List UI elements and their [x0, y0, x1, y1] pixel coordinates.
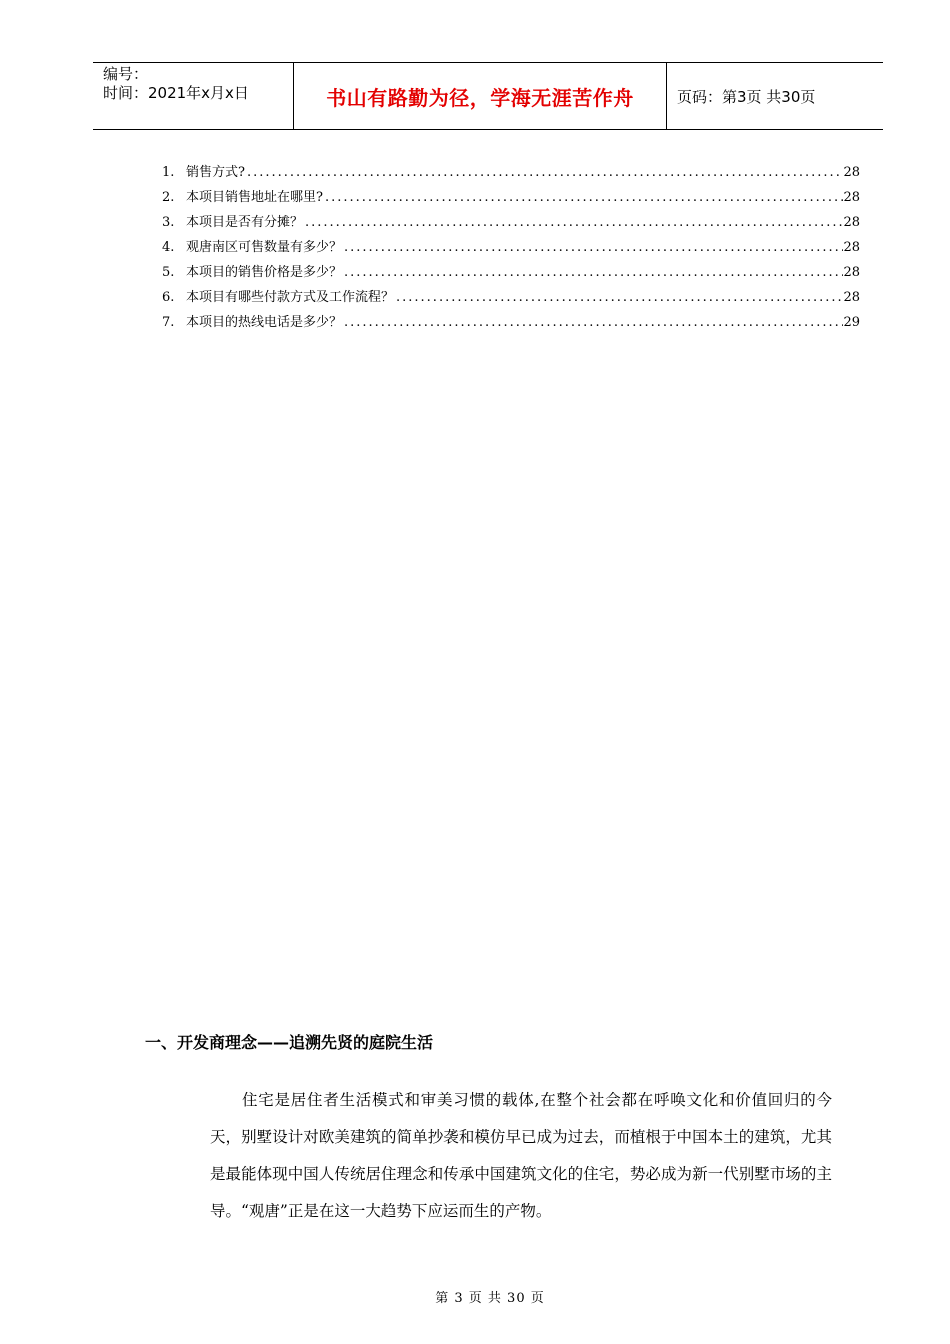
toc-leader-dots	[394, 285, 843, 310]
table-of-contents	[162, 160, 860, 335]
toc-entry-title: 观唐南区可售数量有多少？	[186, 240, 343, 255]
toc-entry-title: 本项目有哪些付款方式及工作流程？	[186, 290, 395, 305]
toc-entry-title: 本项目销售地址在哪里?	[186, 190, 323, 205]
toc-leader-dots	[342, 260, 843, 285]
toc-entry[interactable]	[162, 285, 860, 310]
document-number-label: 编号：	[103, 65, 149, 83]
toc-entry-number: 1.	[162, 165, 175, 180]
toc-entry[interactable]	[162, 160, 860, 185]
toc-entry-number: 7.	[162, 315, 175, 330]
header-meta	[93, 63, 294, 129]
body-paragraph: 住宅是居住者生活模式和审美习惯的载体,在整个社会都在呼唤文化和价值回归的今天，别墅设计对欧美建筑的简单抄袭和模仿早已成为过去，而植根于中国本土的建筑，尤其是最能体现中国人传统居住理念和传承中国建筑文化的住宅，势必成为新一代别墅市场的主导。“观唐”正是在这一大趋势下应运而生的产物。	[210, 1091, 832, 1220]
toc-entry-page: 28	[843, 265, 860, 280]
toc-entry[interactable]	[162, 210, 860, 235]
header-page-info: 页码：第3页 共30页	[677, 87, 816, 106]
toc-entry-page: 28	[843, 190, 860, 205]
document-time-label: 时间：2021年x月x日	[103, 84, 249, 102]
toc-entry-page: 28	[843, 215, 860, 230]
toc-entry-title: 销售方式?	[186, 165, 245, 180]
page-footer: 第 3 页 共 30 页	[435, 1291, 545, 1306]
header-motto-cell	[294, 63, 667, 129]
page-header	[93, 62, 883, 130]
toc-leader-dots	[342, 235, 843, 260]
toc-entry-page: 28	[843, 165, 860, 180]
toc-entry-page: 28	[843, 290, 860, 305]
toc-leader-dots	[245, 160, 843, 185]
toc-leader-dots	[342, 310, 843, 335]
toc-entry[interactable]	[162, 235, 860, 260]
toc-entry[interactable]	[162, 185, 860, 210]
toc-entry-number: 3.	[162, 215, 175, 230]
toc-entry-title: 本项目的销售价格是多少？	[186, 265, 343, 280]
toc-entry-title: 本项目是否有分摊？	[186, 215, 304, 230]
toc-entry-title: 本项目的热线电话是多少？	[186, 315, 343, 330]
toc-leader-dots	[303, 210, 843, 235]
toc-entry-number: 6.	[162, 290, 175, 305]
header-motto: 书山有路勤为径，学海无涯苦作舟	[326, 85, 634, 110]
toc-entry[interactable]	[162, 260, 860, 285]
toc-entry-page: 28	[843, 240, 860, 255]
toc-entry-number: 2.	[162, 190, 175, 205]
toc-entry-number: 4.	[162, 240, 175, 255]
section-heading: 一、开发商理念——追溯先贤的庭院生活	[145, 1033, 434, 1052]
toc-entry[interactable]	[162, 310, 860, 335]
toc-leader-dots	[323, 185, 843, 210]
toc-entry-page: 29	[843, 315, 860, 330]
toc-entry-number: 5.	[162, 265, 175, 280]
